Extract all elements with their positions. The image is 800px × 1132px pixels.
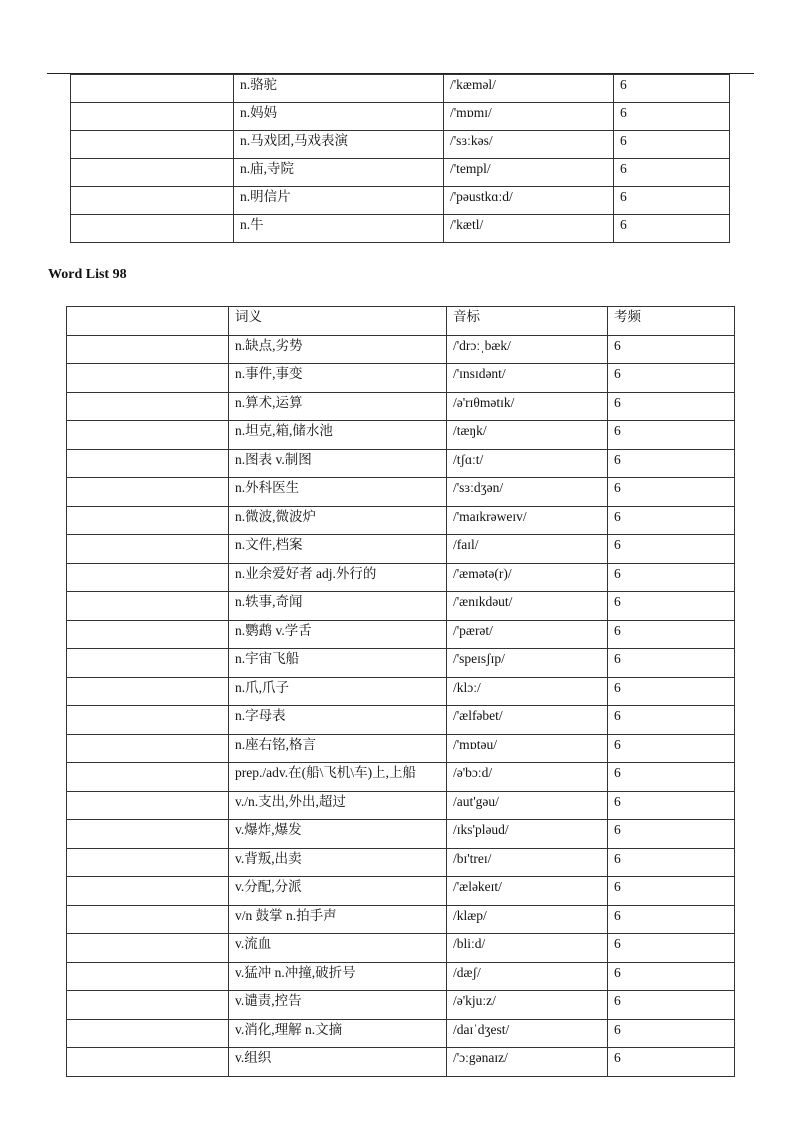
cell-meaning: v/n 鼓掌 n.拍手声	[229, 905, 447, 934]
cell-meaning: n.宇宙飞船	[229, 649, 447, 678]
cell-word	[71, 215, 234, 243]
table-row	[67, 905, 735, 934]
cell-word	[71, 131, 234, 159]
cell-meaning: v.消化,理解 n.文摘	[229, 1019, 447, 1048]
cell-phonetic: /'kæməl/	[444, 75, 614, 103]
cell-meaning: v.分配,分派	[229, 877, 447, 906]
cell-meaning: n.缺点,劣势	[229, 335, 447, 364]
cell-word	[67, 934, 229, 963]
cell-word	[67, 791, 229, 820]
cell-word	[67, 991, 229, 1020]
cell-phonetic: /'kætl/	[444, 215, 614, 243]
cell-meaning: v.组织	[229, 1048, 447, 1077]
cell-meaning: n.座右铭,格言	[229, 734, 447, 763]
header-frequency: 考频	[608, 307, 735, 336]
header-word	[67, 307, 229, 336]
cell-phonetic: /ɪks'pləud/	[447, 820, 608, 849]
cell-frequency: 6	[614, 131, 730, 159]
cell-word	[67, 335, 229, 364]
cell-word	[67, 421, 229, 450]
table-row	[67, 1019, 735, 1048]
cell-meaning: n.骆驼	[234, 75, 444, 103]
cell-frequency: 6	[614, 103, 730, 131]
table-row	[67, 563, 735, 592]
table-row	[67, 335, 735, 364]
cell-phonetic: /'mɒmɪ/	[444, 103, 614, 131]
cell-phonetic: /'pærət/	[447, 620, 608, 649]
table-row	[71, 103, 730, 131]
cell-word	[67, 905, 229, 934]
cell-meaning: n.坦克,箱,储水池	[229, 421, 447, 450]
cell-phonetic: /'ænɪkdəut/	[447, 592, 608, 621]
table-row	[67, 1048, 735, 1077]
table-row	[67, 449, 735, 478]
cell-meaning: n.庙,寺院	[234, 159, 444, 187]
header-phonetic: 音标	[447, 307, 608, 336]
cell-meaning: n.业余爱好者 adj.外行的	[229, 563, 447, 592]
table-row	[67, 877, 735, 906]
cell-word	[67, 820, 229, 849]
cell-phonetic: /'templ/	[444, 159, 614, 187]
cell-word	[67, 620, 229, 649]
table-row	[67, 649, 735, 678]
cell-phonetic: /tæŋk/	[447, 421, 608, 450]
cell-meaning: v.猛冲 n.冲撞,破折号	[229, 962, 447, 991]
cell-frequency: 6	[608, 877, 735, 906]
cell-word	[67, 1048, 229, 1077]
cell-word	[67, 763, 229, 792]
cell-frequency: 6	[608, 563, 735, 592]
cell-frequency: 6	[608, 1048, 735, 1077]
table-row	[67, 592, 735, 621]
cell-meaning: n.明信片	[234, 187, 444, 215]
cell-phonetic: /'drɔːˌbæk/	[447, 335, 608, 364]
cell-frequency: 6	[608, 1019, 735, 1048]
cell-word	[67, 592, 229, 621]
cell-word	[67, 392, 229, 421]
cell-frequency: 6	[608, 449, 735, 478]
cell-meaning: v.爆炸,爆发	[229, 820, 447, 849]
cell-phonetic: /'mɒtəu/	[447, 734, 608, 763]
cell-word	[67, 734, 229, 763]
cell-meaning: n.算术,运算	[229, 392, 447, 421]
cell-word	[67, 877, 229, 906]
cell-frequency: 6	[608, 592, 735, 621]
cell-frequency: 6	[614, 159, 730, 187]
table-row	[71, 131, 730, 159]
cell-frequency: 6	[608, 649, 735, 678]
table-row	[67, 392, 735, 421]
word-list-98-table	[66, 306, 735, 1077]
word-list-title: Word List 98	[48, 267, 127, 282]
cell-meaning: v.谴责,控告	[229, 991, 447, 1020]
table-row	[67, 706, 735, 735]
cell-meaning: v.背叛,出卖	[229, 848, 447, 877]
table-row	[67, 364, 735, 393]
cell-phonetic: /ə'rɪθmətɪk/	[447, 392, 608, 421]
table-row	[67, 848, 735, 877]
cell-frequency: 6	[608, 392, 735, 421]
cell-word	[67, 478, 229, 507]
cell-meaning: prep./adv.在(船\飞机\车)上,上船	[229, 763, 447, 792]
table-row	[71, 187, 730, 215]
cell-frequency: 6	[608, 991, 735, 1020]
table-row	[67, 820, 735, 849]
cell-phonetic: /'æmətə(r)/	[447, 563, 608, 592]
cell-phonetic: /klɔː/	[447, 677, 608, 706]
cell-word	[67, 449, 229, 478]
table-row	[67, 506, 735, 535]
cell-phonetic: /ə'kjuːz/	[447, 991, 608, 1020]
cell-meaning: n.轶事,奇闻	[229, 592, 447, 621]
cell-meaning: n.外科医生	[229, 478, 447, 507]
cell-phonetic: /klæp/	[447, 905, 608, 934]
cell-frequency: 6	[608, 848, 735, 877]
table-header-row	[67, 307, 735, 336]
cell-frequency: 6	[614, 187, 730, 215]
cell-frequency: 6	[614, 75, 730, 103]
cell-phonetic: /bliːd/	[447, 934, 608, 963]
table-row	[67, 535, 735, 564]
cell-meaning: n.事件,事变	[229, 364, 447, 393]
cell-frequency: 6	[608, 905, 735, 934]
cell-phonetic: /ə'bɔːd/	[447, 763, 608, 792]
cell-meaning: n.牛	[234, 215, 444, 243]
cell-word	[71, 75, 234, 103]
cell-word	[71, 159, 234, 187]
cell-phonetic: /'æləkeɪt/	[447, 877, 608, 906]
cell-word	[71, 103, 234, 131]
cell-meaning: n.文件,档案	[229, 535, 447, 564]
cell-frequency: 6	[608, 962, 735, 991]
cell-frequency: 6	[608, 677, 735, 706]
cell-word	[67, 364, 229, 393]
cell-frequency: 6	[608, 620, 735, 649]
cell-word	[67, 848, 229, 877]
table-row	[67, 791, 735, 820]
cell-phonetic: /dæʃ/	[447, 962, 608, 991]
cell-frequency: 6	[614, 215, 730, 243]
cell-frequency: 6	[608, 535, 735, 564]
cell-word	[67, 677, 229, 706]
cell-frequency: 6	[608, 706, 735, 735]
cell-phonetic: /'speɪsʃɪp/	[447, 649, 608, 678]
table-row	[67, 421, 735, 450]
cell-meaning: v.流血	[229, 934, 447, 963]
table-row	[67, 934, 735, 963]
header-meaning: 词义	[229, 307, 447, 336]
table-row	[67, 677, 735, 706]
cell-meaning: n.微波,微波炉	[229, 506, 447, 535]
cell-frequency: 6	[608, 934, 735, 963]
cell-frequency: 6	[608, 763, 735, 792]
cell-frequency: 6	[608, 364, 735, 393]
cell-frequency: 6	[608, 478, 735, 507]
cell-frequency: 6	[608, 820, 735, 849]
cell-phonetic: /daɪˈdʒest/	[447, 1019, 608, 1048]
cell-word	[67, 535, 229, 564]
cell-meaning: n.图表 v.制图	[229, 449, 447, 478]
table-row	[67, 620, 735, 649]
cell-phonetic: /aut'gəu/	[447, 791, 608, 820]
table-row	[71, 215, 730, 243]
cell-phonetic: /'sɜːdʒən/	[447, 478, 608, 507]
cell-frequency: 6	[608, 335, 735, 364]
cell-meaning: n.妈妈	[234, 103, 444, 131]
cell-frequency: 6	[608, 734, 735, 763]
table-row	[71, 75, 730, 103]
cell-phonetic: /'ælfəbet/	[447, 706, 608, 735]
table-row	[67, 763, 735, 792]
cell-word	[67, 649, 229, 678]
cell-meaning: n.马戏团,马戏表演	[234, 131, 444, 159]
cell-word	[67, 962, 229, 991]
cell-word	[67, 563, 229, 592]
cell-meaning: n.爪,爪子	[229, 677, 447, 706]
cell-phonetic: /bɪ'treɪ/	[447, 848, 608, 877]
cell-frequency: 6	[608, 506, 735, 535]
cell-phonetic: /'ɪnsɪdənt/	[447, 364, 608, 393]
table-row	[67, 734, 735, 763]
continued-vocab-table	[70, 74, 730, 243]
cell-phonetic: /'pəustkɑːd/	[444, 187, 614, 215]
table-row	[67, 478, 735, 507]
cell-phonetic: /tʃɑːt/	[447, 449, 608, 478]
cell-word	[71, 187, 234, 215]
cell-word	[67, 506, 229, 535]
cell-frequency: 6	[608, 791, 735, 820]
cell-meaning: n.鹦鹉 v.学舌	[229, 620, 447, 649]
table-row	[67, 962, 735, 991]
cell-word	[67, 1019, 229, 1048]
table-row	[71, 159, 730, 187]
cell-phonetic: /'sɜːkəs/	[444, 131, 614, 159]
cell-phonetic: /'maɪkrəweɪv/	[447, 506, 608, 535]
cell-meaning: v./n.支出,外出,超过	[229, 791, 447, 820]
table-row	[67, 991, 735, 1020]
cell-word	[67, 706, 229, 735]
cell-frequency: 6	[608, 421, 735, 450]
cell-phonetic: /faɪl/	[447, 535, 608, 564]
cell-phonetic: /'ɔːgənaɪz/	[447, 1048, 608, 1077]
cell-meaning: n.字母表	[229, 706, 447, 735]
